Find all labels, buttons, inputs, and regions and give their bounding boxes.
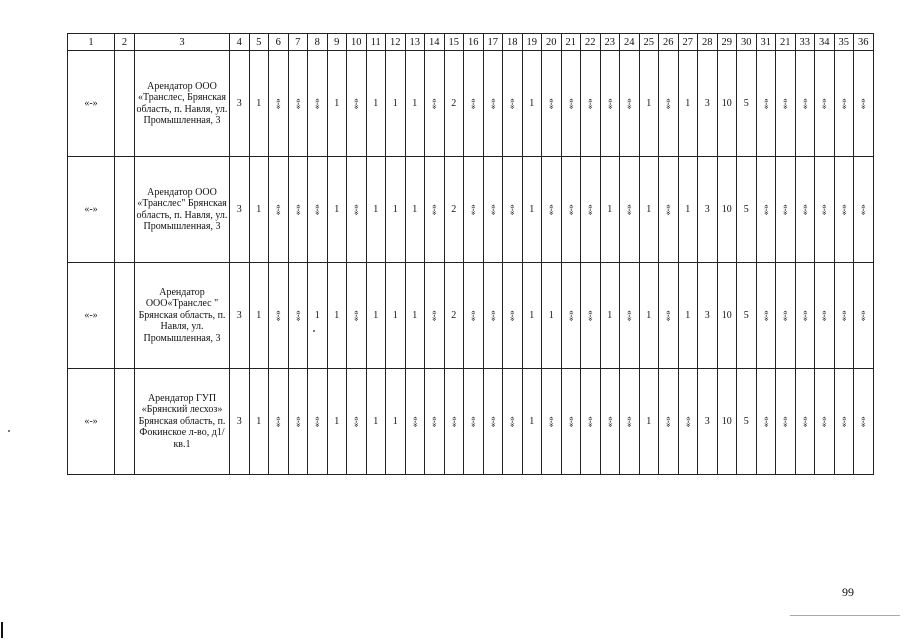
data-cell (269, 157, 289, 263)
data-cell (678, 369, 698, 475)
data-cell: 3 (230, 157, 250, 263)
dash-value: «-» (429, 310, 440, 321)
data-cell: 1 (405, 263, 425, 369)
data-cell (620, 157, 640, 263)
data-cell (659, 263, 679, 369)
dash-value: «-» (351, 98, 362, 109)
data-cell (288, 157, 308, 263)
data-cell (425, 369, 445, 475)
column-number: 33 (795, 34, 815, 51)
data-cell (347, 263, 367, 369)
dash-value: «-» (761, 310, 772, 321)
dash-value: «-» (273, 310, 284, 321)
column-number: 24 (620, 34, 640, 51)
dash-value: «-» (780, 204, 791, 215)
data-cell (795, 369, 815, 475)
data-cell: 1 (386, 157, 406, 263)
dash-value: «-» (566, 310, 577, 321)
dash-value: «-» (507, 310, 518, 321)
dash-value: «-» (273, 204, 284, 215)
data-cell (756, 157, 776, 263)
data-cell: 1 (522, 369, 542, 475)
dash-value: «-» (293, 98, 304, 109)
data-cell (834, 51, 854, 157)
dash-value: «-» (410, 416, 421, 427)
column-number: 2 (115, 34, 135, 51)
column-number: 27 (678, 34, 698, 51)
data-cell: 1 (366, 157, 386, 263)
dash-value: «-» (858, 310, 869, 321)
empty-cell (115, 51, 135, 157)
dash-value: «-» (468, 416, 479, 427)
column-number: 6 (269, 34, 289, 51)
column-number: 21 (561, 34, 581, 51)
dash-value: «-» (761, 204, 772, 215)
dash-value: «-» (800, 98, 811, 109)
dash-value: «-» (624, 416, 635, 427)
data-cell: 1 (249, 369, 269, 475)
dash-value: «-» (566, 98, 577, 109)
dash-value: «-» (819, 204, 830, 215)
data-cell (834, 157, 854, 263)
data-cell: 1 (405, 51, 425, 157)
dash-value: «-» (585, 310, 596, 321)
dash-value: «-» (839, 204, 850, 215)
dash-value: «-» (839, 310, 850, 321)
column-number: 26 (659, 34, 679, 51)
data-cell: 1 (327, 157, 347, 263)
data-cell: 3 (698, 263, 718, 369)
data-cell: 1 (386, 263, 406, 369)
data-cell: 1 (327, 51, 347, 157)
dash-value: «-» (546, 416, 557, 427)
dash-value: «-» (605, 98, 616, 109)
data-cell (269, 263, 289, 369)
data-cell (503, 263, 523, 369)
data-cell (483, 51, 503, 157)
column-number: 17 (483, 34, 503, 51)
data-cell: 10 (717, 369, 737, 475)
data-cell (483, 369, 503, 475)
data-cell (405, 369, 425, 475)
data-cell (347, 369, 367, 475)
data-cell (756, 51, 776, 157)
data-cell: 3 (698, 369, 718, 475)
column-number: 25 (639, 34, 659, 51)
data-cell (425, 263, 445, 369)
table-row (68, 263, 874, 369)
data-cell: 1 (678, 263, 698, 369)
data-cell: 3 (698, 157, 718, 263)
data-cell (503, 157, 523, 263)
dash-value: «-» (468, 204, 479, 215)
table-row (68, 369, 874, 475)
dash-value: «-» (546, 204, 557, 215)
data-cell: 5 (737, 51, 757, 157)
row-marker: «-» (68, 157, 115, 263)
data-cell: 2 (444, 51, 464, 157)
data-cell (288, 369, 308, 475)
data-cell (815, 51, 835, 157)
column-number: 7 (288, 34, 308, 51)
data-cell (464, 369, 484, 475)
data-cell: 1 (600, 157, 620, 263)
row-marker: «-» (68, 369, 115, 475)
data-cell: 3 (698, 51, 718, 157)
column-number: 21 (776, 34, 796, 51)
dash-value: «-» (351, 310, 362, 321)
dash-value: «-» (800, 204, 811, 215)
data-cell: 1 (639, 369, 659, 475)
data-cell (620, 51, 640, 157)
data-cell: 1 (639, 51, 659, 157)
dash-value: «-» (624, 98, 635, 109)
column-number: 12 (386, 34, 406, 51)
data-cell: 1 (327, 369, 347, 475)
column-number: 36 (854, 34, 874, 51)
dash-value: «-» (819, 416, 830, 427)
data-cell: 1 (366, 51, 386, 157)
dash-value: «-» (273, 98, 284, 109)
dash-value: «-» (663, 98, 674, 109)
data-cell (503, 51, 523, 157)
data-cell (483, 263, 503, 369)
column-number: 13 (405, 34, 425, 51)
data-cell (464, 263, 484, 369)
data-cell (561, 369, 581, 475)
scan-speck (313, 330, 315, 332)
dash-value: «-» (585, 204, 596, 215)
column-number: 23 (600, 34, 620, 51)
tenant-description: Арендатор ООО «Транслес" Брянская область, п. Навля, ул. Промышленная, 3 (135, 157, 230, 263)
data-cell (308, 157, 328, 263)
column-number: 4 (230, 34, 250, 51)
page-number: 99 (842, 585, 854, 599)
dash-value: «-» (839, 416, 850, 427)
scan-edge-mark (1, 622, 3, 638)
dash-value: «-» (449, 416, 460, 427)
data-cell (854, 369, 874, 475)
dash-value: «-» (312, 98, 323, 109)
data-cell: 3 (230, 263, 250, 369)
column-number: 28 (698, 34, 718, 51)
data-cell (503, 369, 523, 475)
data-cell (756, 263, 776, 369)
data-cell: 2 (444, 263, 464, 369)
dash-value: «-» (800, 310, 811, 321)
data-cell: 1 (366, 263, 386, 369)
data-cell (659, 51, 679, 157)
data-cell: 10 (717, 263, 737, 369)
data-cell: 10 (717, 51, 737, 157)
column-number: 22 (581, 34, 601, 51)
dash-value: «-» (468, 98, 479, 109)
data-cell (483, 157, 503, 263)
data-cell (795, 157, 815, 263)
dash-value: «-» (663, 204, 674, 215)
empty-cell (115, 157, 135, 263)
dash-value: «-» (624, 310, 635, 321)
dash-value: «-» (312, 204, 323, 215)
data-cell (854, 157, 874, 263)
dash-value: «-» (780, 310, 791, 321)
dash-value: «-» (351, 204, 362, 215)
column-number: 16 (464, 34, 484, 51)
dash-value: «-» (663, 416, 674, 427)
data-cell (659, 369, 679, 475)
data-cell (776, 157, 796, 263)
data-cell: 1 (542, 263, 562, 369)
data-cell (542, 157, 562, 263)
column-number: 35 (834, 34, 854, 51)
data-cell: 2 (444, 157, 464, 263)
data-cell: 3 (230, 51, 250, 157)
data-cell (347, 157, 367, 263)
column-number: 15 (444, 34, 464, 51)
column-number: 14 (425, 34, 445, 51)
dash-value: «-» (819, 310, 830, 321)
data-cell: 5 (737, 263, 757, 369)
data-cell: 1 (639, 157, 659, 263)
data-cell: 1 (600, 263, 620, 369)
data-cell: 1 (386, 369, 406, 475)
data-cell: 1 (327, 263, 347, 369)
dash-value: «-» (761, 98, 772, 109)
data-cell (854, 263, 874, 369)
data-cell (581, 51, 601, 157)
tenant-description: Арендатор ООО«Транслес " Брянская область, п. Навля, ул. Промышленная, 3 (135, 263, 230, 369)
data-cell (561, 263, 581, 369)
dash-value: «-» (585, 98, 596, 109)
column-number: 1 (68, 34, 115, 51)
dash-value: «-» (800, 416, 811, 427)
data-cell (600, 51, 620, 157)
dash-value: «-» (429, 98, 440, 109)
dash-value: «-» (312, 416, 323, 427)
data-cell (834, 369, 854, 475)
dash-value: «-» (429, 204, 440, 215)
data-cell (288, 263, 308, 369)
column-number: 29 (717, 34, 737, 51)
data-cell (308, 369, 328, 475)
dash-value: «-» (683, 416, 694, 427)
dash-value: «-» (566, 416, 577, 427)
dash-value: «-» (858, 98, 869, 109)
data-cell (308, 51, 328, 157)
column-number: 18 (503, 34, 523, 51)
data-cell: 5 (737, 369, 757, 475)
data-cell: 1 (639, 263, 659, 369)
dash-value: «-» (605, 416, 616, 427)
data-cell (815, 157, 835, 263)
data-cell (600, 369, 620, 475)
data-cell: 1 (678, 51, 698, 157)
dash-value: «-» (507, 416, 518, 427)
dash-value: «-» (488, 416, 499, 427)
dash-value: «-» (507, 98, 518, 109)
dash-value: «-» (780, 416, 791, 427)
data-cell (464, 157, 484, 263)
dash-value: «-» (273, 416, 284, 427)
data-cell (288, 51, 308, 157)
dash-value: «-» (566, 204, 577, 215)
header-row (68, 34, 874, 51)
data-cell: 1 (249, 51, 269, 157)
data-cell (815, 263, 835, 369)
dash-value: «-» (858, 416, 869, 427)
data-cell: 3 (230, 369, 250, 475)
data-cell (542, 369, 562, 475)
data-cell (834, 263, 854, 369)
column-number: 20 (542, 34, 562, 51)
row-marker: «-» (68, 51, 115, 157)
column-number: 9 (327, 34, 347, 51)
dash-value: «-» (351, 416, 362, 427)
data-cell: 1 (678, 157, 698, 263)
row-marker: «-» (68, 263, 115, 369)
column-number: 8 (308, 34, 328, 51)
register-table (67, 33, 874, 475)
dash-value: «-» (293, 204, 304, 215)
column-number: 34 (815, 34, 835, 51)
data-cell (425, 51, 445, 157)
data-cell (776, 263, 796, 369)
data-cell (776, 369, 796, 475)
column-number: 19 (522, 34, 542, 51)
dash-value: «-» (546, 98, 557, 109)
data-cell (776, 51, 796, 157)
column-number: 11 (366, 34, 386, 51)
dash-value: «-» (293, 416, 304, 427)
data-cell: 1 (249, 263, 269, 369)
data-cell (542, 51, 562, 157)
data-cell: 1 (366, 369, 386, 475)
dash-value: «-» (624, 204, 635, 215)
dash-value: «-» (488, 204, 499, 215)
footer-rule (790, 615, 900, 616)
data-cell: 1 (522, 51, 542, 157)
tenant-description: Арендатор ГУП «Брянский лесхоз» Брянская область, п. Фокинское л-во, д1/кв.1 (135, 369, 230, 475)
tenant-description: Арендатор ООО «Транслес, Брянская область, п. Навля, ул. Промышленная, 3 (135, 51, 230, 157)
empty-cell (115, 263, 135, 369)
dash-value: «-» (585, 416, 596, 427)
empty-cell (115, 369, 135, 475)
column-number: 31 (756, 34, 776, 51)
data-cell (659, 157, 679, 263)
data-cell: 1 (522, 157, 542, 263)
data-cell (795, 51, 815, 157)
data-cell: 1 (522, 263, 542, 369)
data-cell (581, 263, 601, 369)
data-cell (756, 369, 776, 475)
column-number: 5 (249, 34, 269, 51)
dash-value: «-» (858, 204, 869, 215)
dash-value: «-» (429, 416, 440, 427)
dash-value: «-» (819, 98, 830, 109)
scan-speck (8, 430, 10, 432)
column-number: 30 (737, 34, 757, 51)
data-cell (347, 51, 367, 157)
data-cell (815, 369, 835, 475)
data-cell: 1 (405, 157, 425, 263)
data-cell (581, 369, 601, 475)
column-number: 10 (347, 34, 367, 51)
dash-value: «-» (468, 310, 479, 321)
dash-value: «-» (488, 98, 499, 109)
data-cell (464, 51, 484, 157)
data-cell (561, 51, 581, 157)
data-cell (561, 157, 581, 263)
data-cell (620, 263, 640, 369)
data-cell: 1 (386, 51, 406, 157)
table-row (68, 51, 874, 157)
column-number: 3 (135, 34, 230, 51)
data-cell: 10 (717, 157, 737, 263)
dash-value: «-» (293, 310, 304, 321)
dash-value: «-» (507, 204, 518, 215)
data-cell (444, 369, 464, 475)
data-cell: 5 (737, 157, 757, 263)
dash-value: «-» (488, 310, 499, 321)
dash-value: «-» (663, 310, 674, 321)
data-cell (425, 157, 445, 263)
data-cell: 1 (249, 157, 269, 263)
data-cell (269, 369, 289, 475)
data-cell (581, 157, 601, 263)
dash-value: «-» (839, 98, 850, 109)
data-cell (620, 369, 640, 475)
table-row (68, 157, 874, 263)
dash-value: «-» (780, 98, 791, 109)
data-cell (854, 51, 874, 157)
data-cell: 1 (308, 263, 328, 369)
data-cell (795, 263, 815, 369)
data-cell (269, 51, 289, 157)
dash-value: «-» (761, 416, 772, 427)
